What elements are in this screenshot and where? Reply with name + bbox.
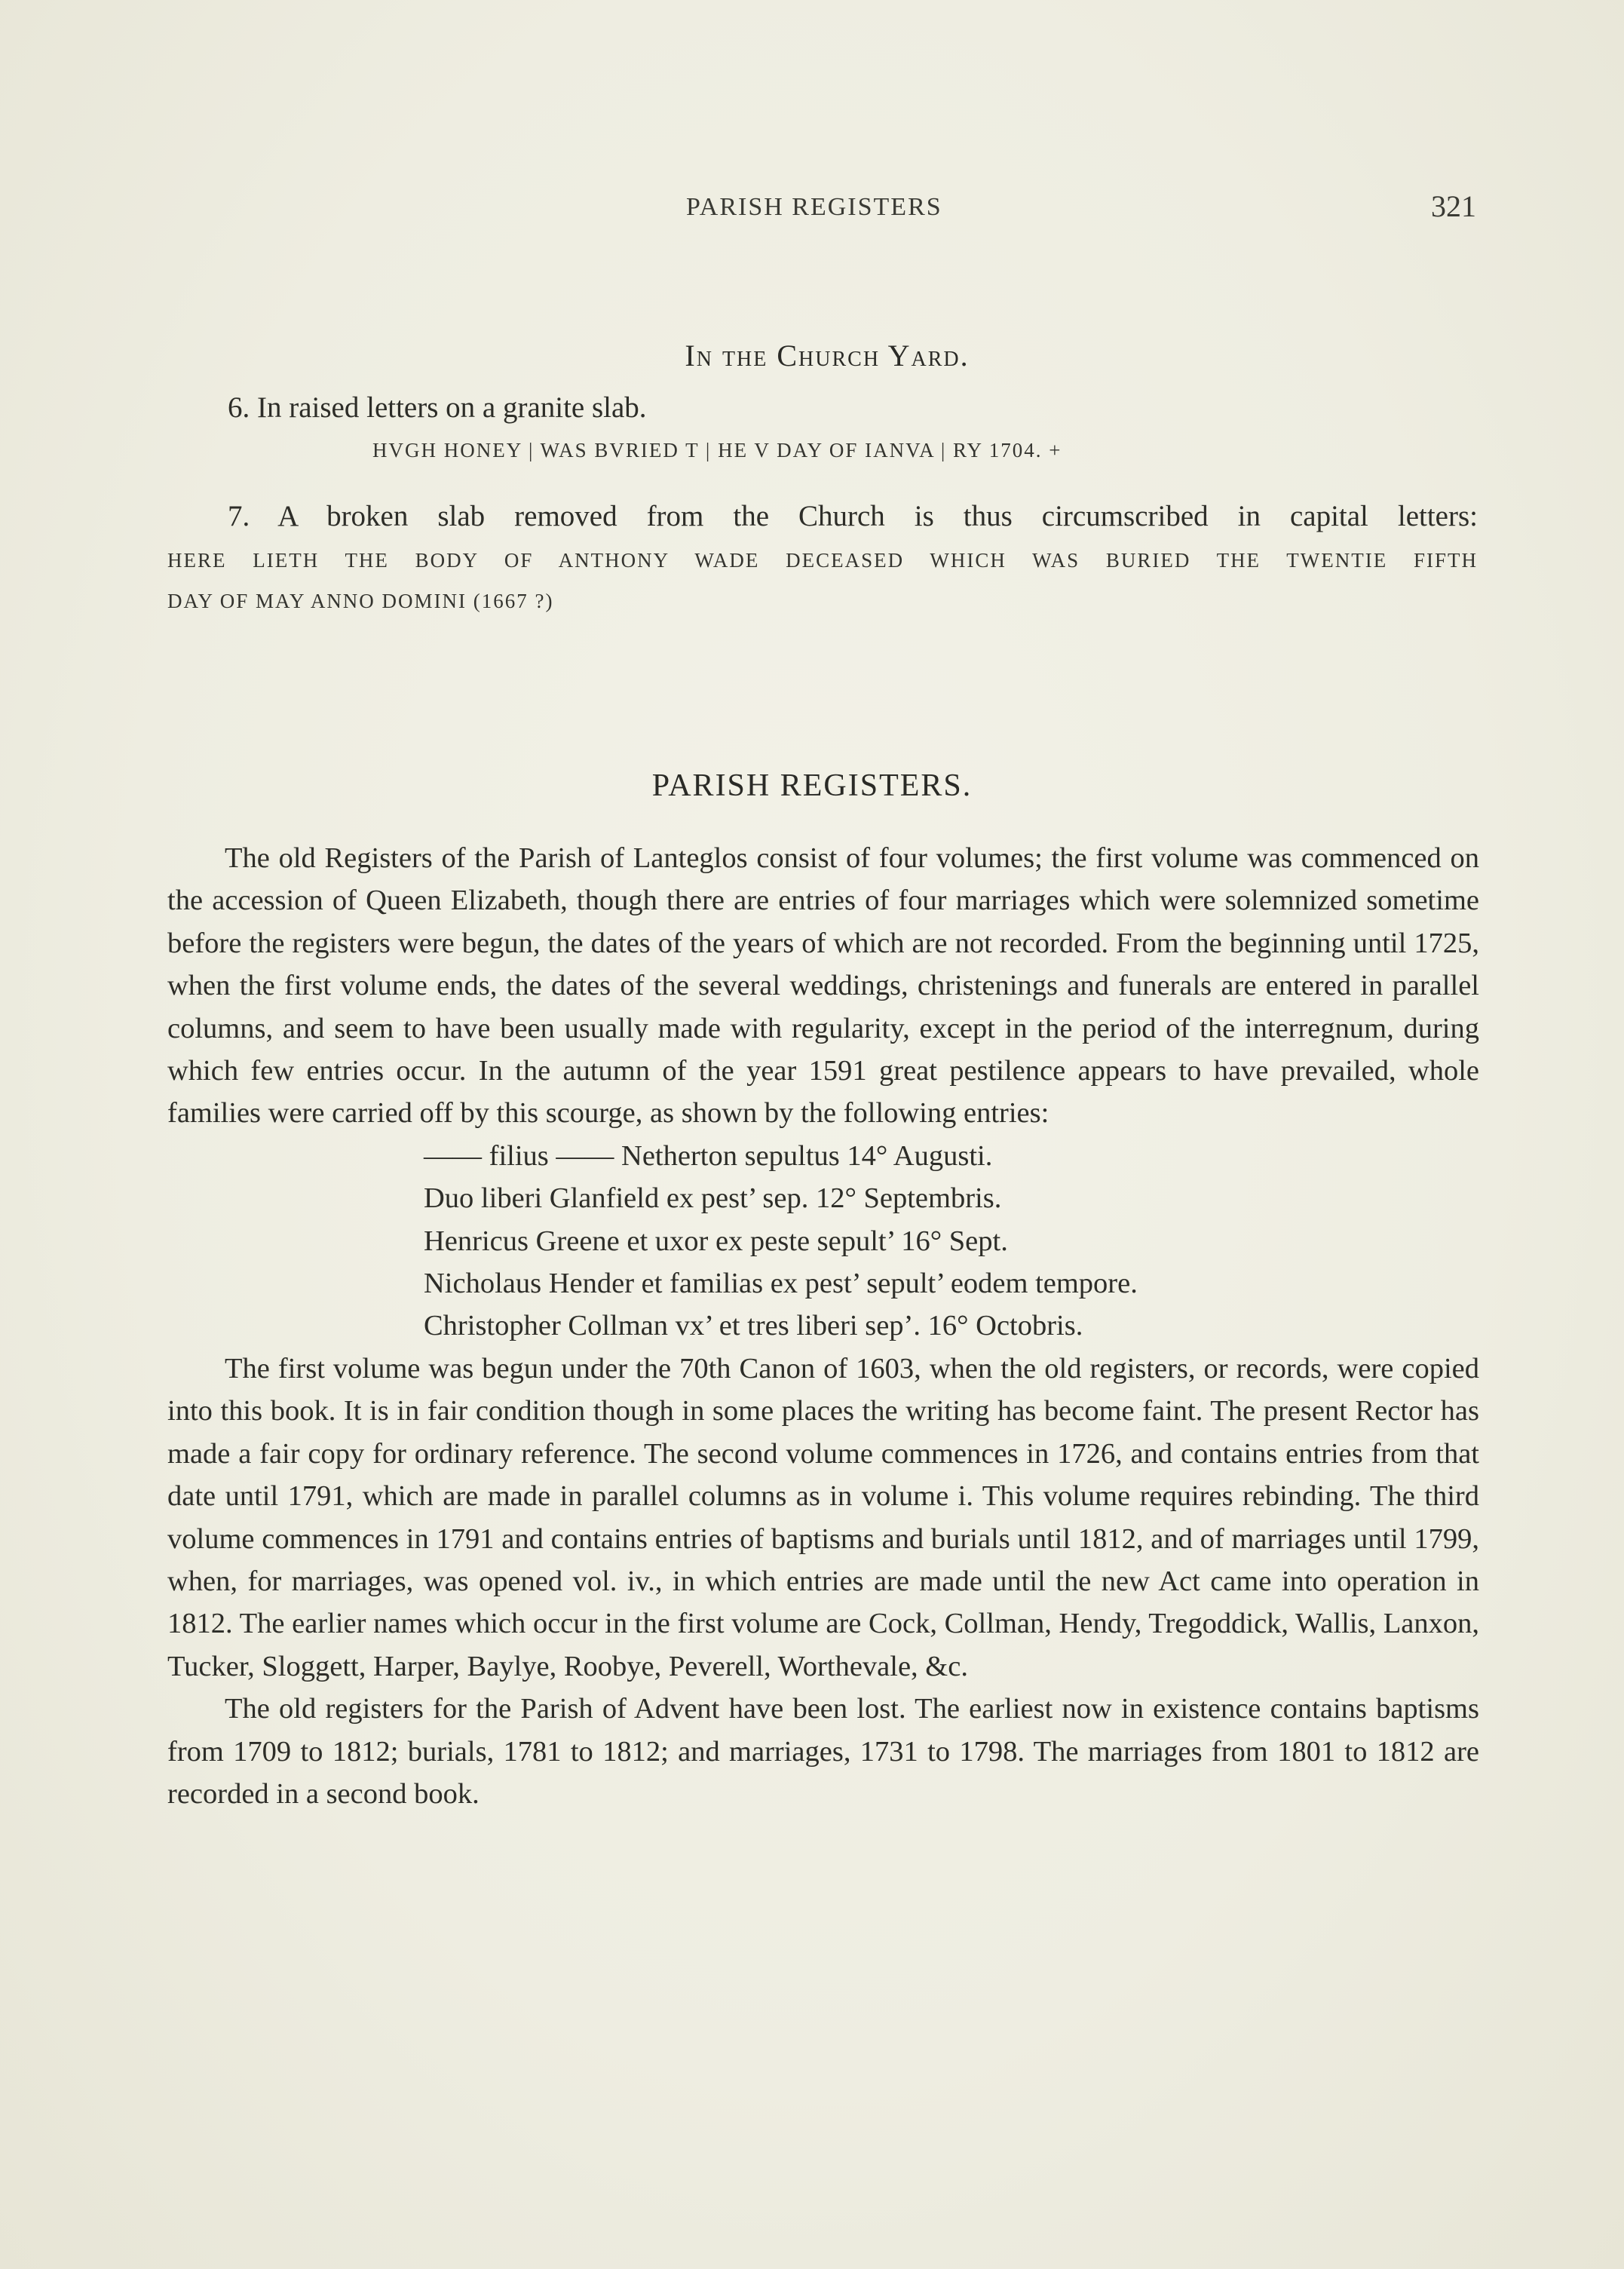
paragraph-volumes: The first volume was begun under the 70th Canon of 1603, when the old registers, or records, were copied into this book. It is in fair condition though in some places the writing has become faint. The present Rector has made a fair copy for ordinary reference. The second volume commences in 1726, and contains entries from that date until 1791, which are made in parallel columns as in volume i. This volume requires rebinding. The third volume commences in 1791 and contains entries of baptisms and burials until 1812, and of marriages until 1799, when, for marriages, was opened vol. iv., in which entries are made until the new Act came into operation in 1812. The earlier names which occur in the first volume are Cock, Collman, Hendy, Tregoddick, Wallis, Lanxon, Tucker, Sloggett, Harper, Baylye, Roobye, Peverell, Worthevale, &c.	[167, 1352, 1479, 1682]
item-7-intro: 7. A broken slab removed from the Church is thus circumscribed in capital letters:	[228, 500, 1478, 532]
item-6-intro: 6. In raised letters on a granite slab.	[228, 391, 647, 424]
running-title: PARISH REGISTERS	[686, 193, 942, 221]
entry-line: Nicholaus Hender et familias ex pest’ sepult’ eodem tempore.	[424, 1268, 1138, 1300]
entry-line: Henricus Greene et uxor ex peste sepult’ 16° Sept.	[424, 1225, 1008, 1257]
parish-registers-heading: PARISH REGISTERS.	[651, 768, 973, 803]
item-7-inscription-line-1: HERE LIETH THE BODY OF ANTHONY WADE DECEASED WHICH WAS BURIED THE TWENTIE FIFTH	[167, 549, 1478, 572]
item-6-inscription: HVGH HONEY | WAS BVRIED T | HE V DAY OF IANVA | RY 1704. +	[372, 439, 1062, 461]
paragraph-advent: The old registers for the Parish of Advent have been lost. The earliest now in existence contains baptisms from 1709 to 1812; burials, 1781 to 1812; and marriages, 1731 to 1798. The marriages from 1801 to 1812 are recorded in a second book.	[167, 1693, 1479, 1810]
entry-line: —— filius —— Netherton sepultus 14° Augusti.	[424, 1139, 993, 1172]
item-7-inscription-line-2: DAY OF MAY ANNO DOMINI (1667 ?)	[167, 590, 554, 612]
registers-body	[167, 837, 1479, 1815]
entry-line: Christopher Collman vx’ et tres liberi sep’. 16° Octobris.	[424, 1310, 1083, 1342]
entry-line: Duo liberi Glanfield ex pest’ sep. 12° Septembris.	[424, 1182, 1002, 1215]
churchyard-heading: In the Church Yard.	[685, 339, 970, 373]
paragraph-lanteglos: The old Registers of the Parish of Lanteglos consist of four volumes; the first volume was commenced on the accession of Queen Elizabeth, though there are entries of four marriages which were solemnized sometime before the registers were begun, the dates of the years of which are not recorded. From the beginning until 1725, when the first volume ends, the dates of the several weddings, christenings and funerals are entered in parallel columns, and seem to have been usually made with regularity, except in the period of the interregnum, during which few entries occur. In the autumn of the year 1591 great pestilence appears to have prevailed, whole families were carried off by this scourge, as shown by the following entries:	[167, 842, 1479, 1130]
pestilence-entries	[167, 1135, 1479, 1348]
page-number: 321	[1431, 189, 1476, 223]
